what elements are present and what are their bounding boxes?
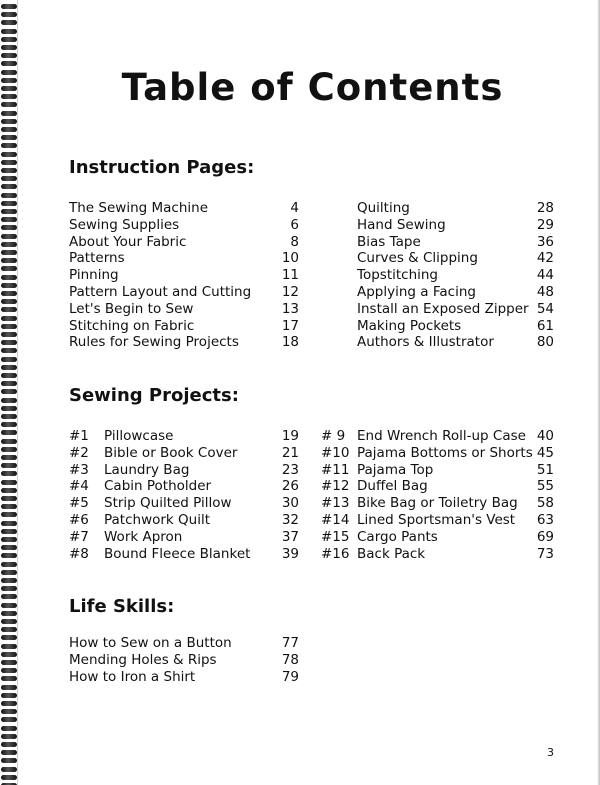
toc-entry-page: 11 xyxy=(281,267,299,284)
binding-coil xyxy=(1,266,17,271)
binding-coil xyxy=(1,750,17,755)
binding-coil xyxy=(1,717,17,722)
binding-coil xyxy=(1,480,17,485)
toc-entry xyxy=(69,217,309,234)
binding-coil xyxy=(1,562,17,567)
binding-coil xyxy=(1,316,17,321)
toc-entry xyxy=(69,267,309,284)
binding-coil xyxy=(1,365,17,370)
toc-entry-page: 61 xyxy=(536,317,554,334)
binding-coil xyxy=(1,758,17,763)
binding-coil xyxy=(1,373,17,378)
toc-entry xyxy=(357,234,557,251)
toc-entry xyxy=(69,652,309,669)
toc-entry-page: 51 xyxy=(536,461,554,478)
binding-coil xyxy=(1,217,17,222)
toc-entry-label: Curves & Clipping xyxy=(357,250,478,267)
toc-entry-page: 26 xyxy=(281,478,299,495)
binding-coil xyxy=(1,94,17,99)
toc-entry xyxy=(69,301,309,318)
toc-entry-label: Cargo Pants xyxy=(357,528,438,545)
toc-entry-label: Pajama Top xyxy=(357,461,434,478)
binding-coil xyxy=(1,635,17,640)
toc-entry xyxy=(357,200,557,217)
binding-coil xyxy=(1,127,17,132)
binding-coil xyxy=(1,160,17,165)
toc-entry xyxy=(321,428,561,445)
toc-entry-label: Strip Quilted Pillow xyxy=(104,495,232,512)
toc-entry xyxy=(321,445,561,462)
binding-coil xyxy=(1,676,17,681)
binding-coil xyxy=(1,176,17,181)
toc-entry-number: #4 xyxy=(69,478,89,495)
toc-entry-page: 10 xyxy=(281,250,299,267)
page-number: 3 xyxy=(547,746,554,759)
toc-entry-page: 42 xyxy=(536,250,554,267)
binding-coil xyxy=(1,570,17,575)
binding-coil xyxy=(1,545,17,550)
toc-entry-page: 12 xyxy=(281,284,299,300)
binding-coil xyxy=(1,619,17,624)
binding-coil xyxy=(1,693,17,698)
toc-entry-label: Bible or Book Cover xyxy=(104,444,238,461)
binding-coil xyxy=(1,537,17,542)
binding-coil xyxy=(1,234,17,239)
toc-entry-label: Install an Exposed Zipper xyxy=(357,300,529,317)
toc-entry-page: 32 xyxy=(281,512,299,528)
toc-entry xyxy=(321,495,561,512)
binding-coil xyxy=(1,61,17,66)
toc-entry-page: 29 xyxy=(536,216,554,233)
toc-entry-label: Let's Begin to Sew xyxy=(69,300,194,317)
toc-entry-page: 54 xyxy=(536,300,554,317)
toc-entry xyxy=(357,250,557,267)
toc-entry-label: End Wrench Roll-up Case xyxy=(357,428,526,444)
toc-entry-label: Bike Bag or Toiletry Bag xyxy=(357,495,518,512)
toc-entry-number: #11 xyxy=(321,461,350,478)
toc-entry xyxy=(357,267,557,284)
toc-entry-page: 73 xyxy=(536,545,554,562)
toc-entry-label: Topstitching xyxy=(357,267,439,284)
toc-entry-page: 18 xyxy=(281,334,299,351)
binding-coil xyxy=(1,504,17,509)
binding-coil xyxy=(1,4,17,9)
binding-coil xyxy=(1,307,17,312)
binding-coil xyxy=(1,324,17,329)
toc-entry xyxy=(69,529,309,546)
binding-coil xyxy=(1,201,17,206)
binding-coil xyxy=(1,209,17,214)
toc-entry-page: 69 xyxy=(536,528,554,545)
toc-entry-label: Pillowcase xyxy=(104,428,174,444)
binding-coil xyxy=(1,332,17,337)
binding-coil xyxy=(1,184,17,189)
toc-entry xyxy=(69,250,309,267)
binding-coil xyxy=(1,627,17,632)
binding-coil xyxy=(1,242,17,247)
toc-entry-label: Patchwork Quilt xyxy=(104,512,211,528)
toc-entry xyxy=(69,445,309,462)
toc-entry-page: 28 xyxy=(536,200,554,216)
toc-entry xyxy=(321,478,561,495)
toc-entry-page: 44 xyxy=(536,267,554,284)
toc-entry xyxy=(69,635,309,652)
binding-coil xyxy=(1,275,17,280)
binding-coil xyxy=(1,389,17,394)
binding-coil xyxy=(1,193,17,198)
toc-entry-label: Hand Sewing xyxy=(357,216,446,233)
toc-entry xyxy=(321,529,561,546)
binding-coil xyxy=(1,644,17,649)
toc-entry-label: Duffel Bag xyxy=(357,478,428,495)
binding-coil xyxy=(1,20,17,25)
binding-coil xyxy=(1,660,17,665)
toc-entry-number: #8 xyxy=(69,545,89,562)
toc-entry-label: How to Sew on a Button xyxy=(69,635,232,651)
binding-coil xyxy=(1,78,17,83)
binding-coil xyxy=(1,45,17,50)
toc-entry-number: #13 xyxy=(321,495,350,512)
toc-entry-label: Laundry Bag xyxy=(104,461,190,478)
spiral-binding xyxy=(0,0,18,785)
toc-entry-page: 79 xyxy=(281,668,299,685)
toc-entry-label: Mending Holes & Rips xyxy=(69,651,217,668)
toc-entry-page: 19 xyxy=(281,428,299,444)
binding-coil xyxy=(1,553,17,558)
toc-entry xyxy=(357,284,557,301)
toc-entry xyxy=(357,318,557,335)
toc-entry-label: Applying a Facing xyxy=(357,284,476,300)
binding-coil xyxy=(1,53,17,58)
toc-entry-label: Making Pockets xyxy=(357,317,462,334)
toc-entry-page: 13 xyxy=(281,300,299,317)
binding-coil xyxy=(1,709,17,714)
toc-entry xyxy=(321,546,561,563)
binding-coil xyxy=(1,611,17,616)
section-heading-projects: Sewing Projects: xyxy=(69,385,239,406)
toc-entry-page: 37 xyxy=(281,528,299,545)
page-title: Table of Contents xyxy=(121,66,504,109)
toc-entry-label: Back Pack xyxy=(357,545,426,562)
binding-coil xyxy=(1,488,17,493)
toc-entry-label: Work Apron xyxy=(104,528,183,545)
binding-coil xyxy=(1,586,17,591)
toc-entry-number: #12 xyxy=(321,478,350,495)
binding-coil xyxy=(1,381,17,386)
section-heading-life-skills: Life Skills: xyxy=(69,596,175,617)
toc-entry-page: 78 xyxy=(281,651,299,668)
binding-coil xyxy=(1,168,17,173)
binding-coil xyxy=(1,447,17,452)
toc-entry-page: 17 xyxy=(281,317,299,334)
binding-coil xyxy=(1,521,17,526)
toc-entry-page: 40 xyxy=(536,428,554,444)
toc-entry-label: Cabin Potholder xyxy=(104,478,212,495)
toc-entry-page: 48 xyxy=(536,284,554,300)
toc-entry xyxy=(69,284,309,301)
toc-entry-number: #5 xyxy=(69,495,89,512)
binding-coil xyxy=(1,348,17,353)
binding-coil xyxy=(1,70,17,75)
toc-entry xyxy=(357,334,557,351)
toc-entry-page: 55 xyxy=(536,478,554,495)
toc-entry-page: 36 xyxy=(536,233,554,250)
toc-entry-page: 45 xyxy=(536,444,554,461)
binding-coil xyxy=(1,12,17,17)
section-heading-instruction: Instruction Pages: xyxy=(69,157,255,178)
toc-entry xyxy=(69,318,309,335)
binding-coil xyxy=(1,594,17,599)
toc-entry-number: #3 xyxy=(69,461,89,478)
toc-entry-label: Bound Fleece Blanket xyxy=(104,545,251,562)
toc-entry-number: #16 xyxy=(321,545,350,562)
toc-entry-label: Pinning xyxy=(69,267,119,284)
toc-entry xyxy=(69,669,309,686)
toc-entry-number: #7 xyxy=(69,528,89,545)
toc-entry xyxy=(69,495,309,512)
binding-coil xyxy=(1,767,17,772)
binding-coil xyxy=(1,726,17,731)
toc-entry xyxy=(69,428,309,445)
binding-coil xyxy=(1,340,17,345)
binding-coil xyxy=(1,701,17,706)
toc-entry-number: # 9 xyxy=(321,428,346,444)
binding-coil xyxy=(1,143,17,148)
toc-entry xyxy=(69,200,309,217)
toc-entry xyxy=(357,301,557,318)
binding-coil xyxy=(1,111,17,116)
toc-entry xyxy=(69,334,309,351)
binding-coil xyxy=(1,685,17,690)
toc-entry-number: #2 xyxy=(69,444,89,461)
toc-entry xyxy=(69,462,309,479)
binding-coil xyxy=(1,734,17,739)
toc-entry xyxy=(321,462,561,479)
toc-entry xyxy=(357,217,557,234)
binding-coil xyxy=(1,37,17,42)
binding-coil xyxy=(1,406,17,411)
toc-entry-number: #14 xyxy=(321,512,350,528)
binding-coil xyxy=(1,291,17,296)
binding-coil xyxy=(1,496,17,501)
binding-coil xyxy=(1,439,17,444)
toc-entry xyxy=(69,512,309,529)
toc-entry-label: Sewing Supplies xyxy=(69,216,180,233)
binding-coil xyxy=(1,414,17,419)
binding-coil xyxy=(1,529,17,534)
binding-coil xyxy=(1,471,17,476)
toc-entry-label: The Sewing Machine xyxy=(69,200,208,216)
binding-coil xyxy=(1,668,17,673)
binding-coil xyxy=(1,578,17,583)
binding-coil xyxy=(1,512,17,517)
binding-coil xyxy=(1,742,17,747)
toc-entry-label: Stitching on Fabric xyxy=(69,317,195,334)
toc-entry-label: Pajama Bottoms or Shorts xyxy=(357,444,533,461)
toc-entry-page: 21 xyxy=(281,444,299,461)
binding-coil xyxy=(1,225,17,230)
binding-coil xyxy=(1,29,17,34)
binding-coil xyxy=(1,250,17,255)
binding-coil xyxy=(1,135,17,140)
toc-entry-label: Rules for Sewing Projects xyxy=(69,334,239,351)
toc-entry-label: Pattern Layout and Cutting xyxy=(69,284,252,300)
binding-coil xyxy=(1,775,17,780)
toc-entry-page: 80 xyxy=(536,334,554,351)
toc-entry-label: Bias Tape xyxy=(357,233,421,250)
toc-entry-page: 6 xyxy=(290,216,299,233)
toc-entry-page: 58 xyxy=(536,495,554,512)
toc-entry-label: Patterns xyxy=(69,250,125,267)
toc-entry-number: #15 xyxy=(321,528,350,545)
binding-coil xyxy=(1,398,17,403)
binding-coil xyxy=(1,86,17,91)
binding-coil xyxy=(1,603,17,608)
toc-entry-page: 8 xyxy=(290,233,299,250)
binding-coil xyxy=(1,652,17,657)
toc-entry-label: Quilting xyxy=(357,200,410,216)
toc-entry xyxy=(69,234,309,251)
toc-entry-page: 23 xyxy=(281,461,299,478)
toc-entry-label: How to Iron a Shirt xyxy=(69,668,196,685)
binding-coil xyxy=(1,422,17,427)
toc-entry-number: #1 xyxy=(69,428,89,444)
binding-coil xyxy=(1,102,17,107)
toc-entry-page: 30 xyxy=(281,495,299,512)
binding-coil xyxy=(1,258,17,263)
binding-coil xyxy=(1,299,17,304)
toc-entry-page: 4 xyxy=(290,200,299,216)
toc-entry-page: 63 xyxy=(536,512,554,528)
toc-entry-label: Authors & Illustrator xyxy=(357,334,494,351)
binding-coil xyxy=(1,119,17,124)
toc-entry-page: 39 xyxy=(281,545,299,562)
toc-entry-label: About Your Fabric xyxy=(69,233,187,250)
toc-entry-page: 77 xyxy=(281,635,299,651)
toc-entry-number: #10 xyxy=(321,444,350,461)
toc-entry xyxy=(321,512,561,529)
binding-coil xyxy=(1,430,17,435)
toc-entry-number: #6 xyxy=(69,512,89,528)
toc-entry-label: Lined Sportsman's Vest xyxy=(357,512,516,528)
toc-entry xyxy=(69,478,309,495)
binding-coil xyxy=(1,152,17,157)
binding-coil xyxy=(1,283,17,288)
binding-coil xyxy=(1,463,17,468)
binding-coil xyxy=(1,455,17,460)
toc-entry xyxy=(69,546,309,563)
page-edge xyxy=(17,0,18,785)
binding-coil xyxy=(1,357,17,362)
